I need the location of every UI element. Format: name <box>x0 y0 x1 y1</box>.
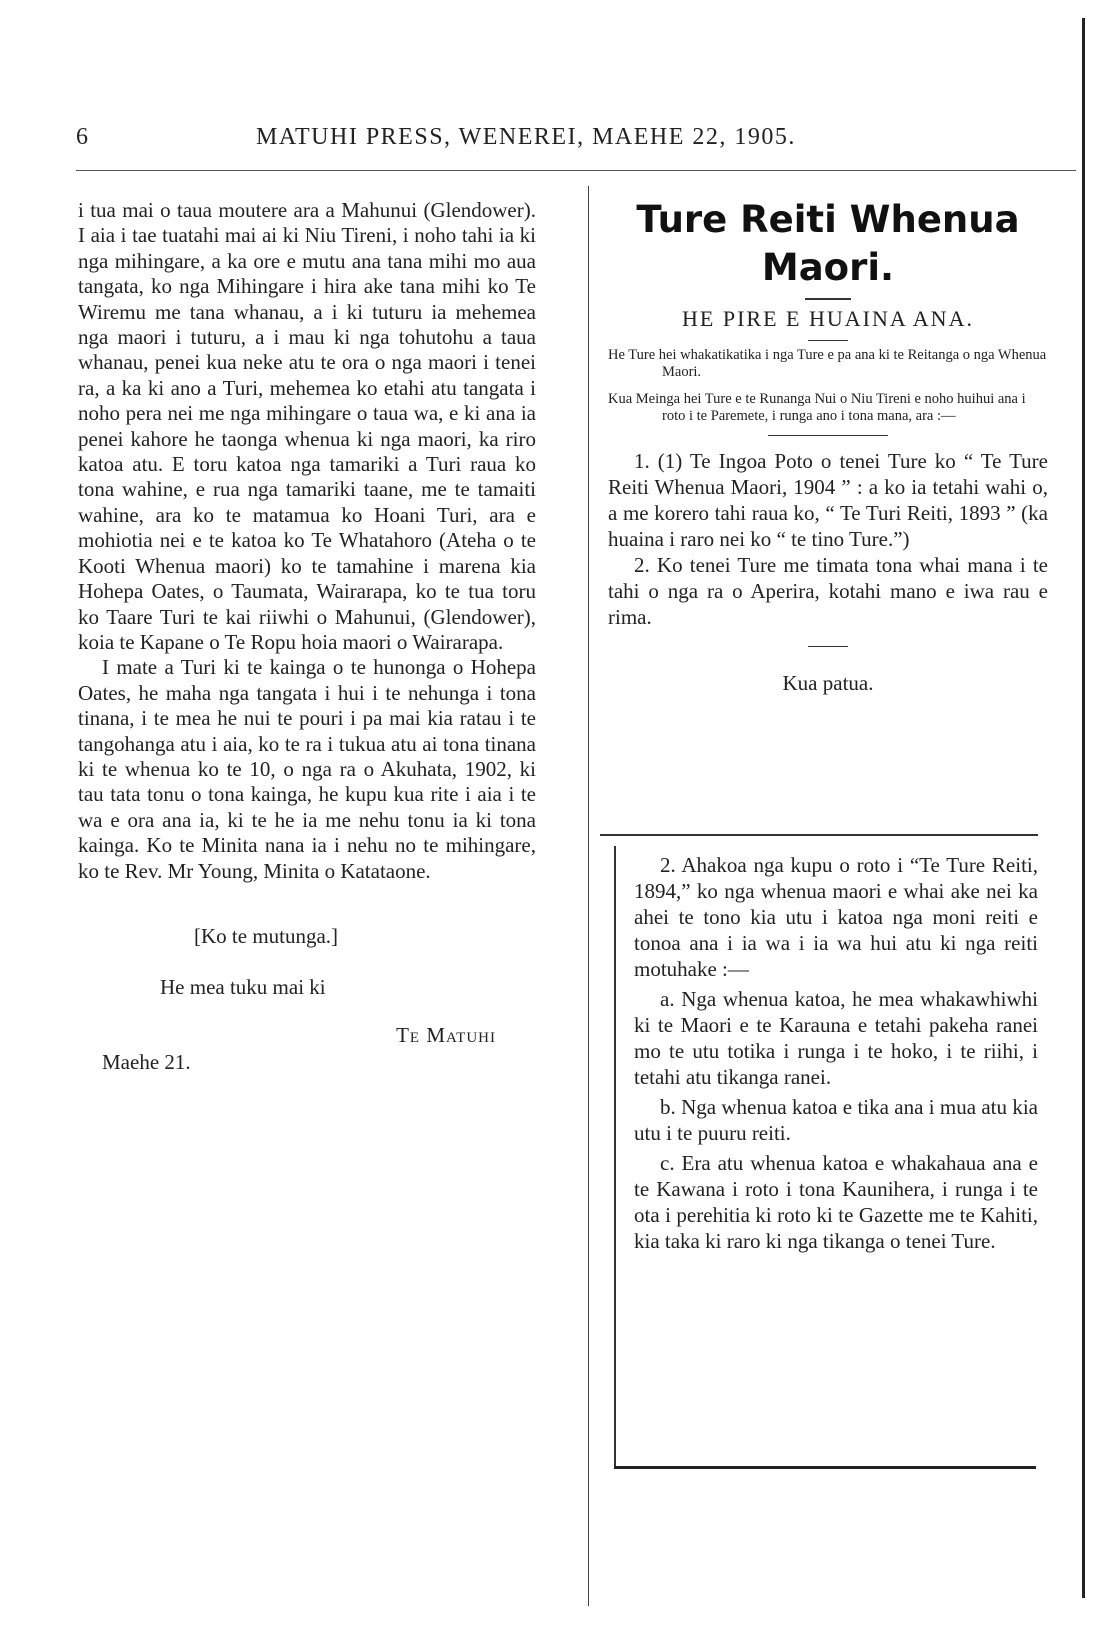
boxed-clause <box>634 852 1038 1258</box>
divider <box>768 435 888 436</box>
page-edge-rule <box>1082 18 1085 1598</box>
article-paragraph: i tua mai o taua moutere ara a Mahunui (Glendower). I aia i tae tuatahi mai ai ki Niu Tireni, i noho tahi ia ki nga mihingare, a ka ore e mutu ana tana mihi mo aua tangata, ko nga Mihingare i hira ake tana mihi ko Te Wiremu me tana whanau, a i ki tuturu ia mehemea nga maori i tuturu, a i mau ki nga tohutohu a taua whanau, penei kua neke atu te ora o nga maori i tenei ra, a ka ki ano a Turi, mehemea ko etahi atu tangata i noho pera nei me nga mihingare o taua wa, e ki ana ia penei kahore he taonga whenua ki nga maori, ka riro katoa atu. E toru katoa nga tamariki a Turi raua ko tona wahine, e rua nga tamariki taane, me te tamaiti wahine, ara ko te matamua ko Hoani Turi, ara e mohiotia nei e te katoa ko Te Whatahoro (Ateha o te Kooti Whenua maori) ko te tamahine i marena kia Hohepa Oates, o Taumata, Wairarapa, ko te tua toru ko Taare Turi te kai riiwhi o Mahunui, (Glendower), koia te Kapane o Te Ropu hoia maori o Wairarapa. <box>78 198 536 654</box>
left-column <box>78 198 536 1076</box>
masthead-title: MATUHI PRESS, WENEREI, MAEHE 22, 1905. <box>256 124 796 150</box>
enactment-clause: Kua Meinga hei Ture e te Runanga Nui o Niu Tireni e noho huihui ana i roto i te Paremete, i runga ano i tona mana, ara :— <box>608 391 1026 424</box>
clause-item: a. Nga whenua katoa, he mea whakawhiwhi ki te Maori e te Karauna e tetahi pakeha ranei mo te utu totika i runga i te hoko, i te riihi, i tetahi atu tikanga ranei. <box>634 987 1038 1089</box>
clause-intro: 2. Ahakoa nga kupu o roto i “Te Ture Reiti, 1894,” ko nga whenua maori e whai ake nei ka ahei te tono kia utu i katoa nga moni reiti e tonoa ana i ia wa i ia wa hui atu ki nga reiti motuhake :— <box>634 853 1038 981</box>
clause: 1. (1) Te Ingoa Poto o tenei Ture ko “ Te Ture Reiti Whenua Maori, 1904 ” : a ko ia tetahi wahi o, a me korero tahi raua ko, “ Te Turi Reiti, 1893 ” (ka huaina i raro nei ko “ te tino Ture.”) <box>608 449 1048 551</box>
box-top-rule <box>600 834 1038 836</box>
page-number: 6 <box>76 124 90 150</box>
signature: Te Matuhi <box>396 1022 496 1047</box>
divider <box>808 340 848 341</box>
box-left-rule <box>614 846 616 1466</box>
passed-note: Kua patua. <box>782 671 874 695</box>
sent-line: He mea tuku mai ki <box>160 975 326 1000</box>
bill-subheading: HE PIRE E HUAINA ANA. <box>682 306 974 331</box>
act-description: He Ture hei whakatikatika i nga Ture e pa ana ki te Reitanga o nga Whenua Maori. <box>608 347 1047 380</box>
divider <box>805 298 851 300</box>
header-rule <box>76 170 1076 171</box>
clause-item: c. Era atu whenua katoa e whakahaua ana e te Kawana i roto i tona Kaunihera, i runga i te ota i perehitia ki roto ki te Gazette me te Kahiti, kia taka ki raro ki nga tikanga o tenei Ture. <box>634 1151 1038 1253</box>
end-reference: [Ko te mutunga.] <box>194 923 339 948</box>
column-divider <box>588 186 589 1606</box>
act-title: Ture Reiti Whenua Maori. <box>636 198 1020 289</box>
right-column <box>608 196 1048 696</box>
box-bottom-rule <box>614 1466 1036 1469</box>
dateline: Maehe 21. <box>102 1050 191 1075</box>
clause: 2. Ko tenei Ture me timata tona whai mana i te tahi o nga ra o Aperira, kotahi mano e iwa rau e rima. <box>608 553 1048 629</box>
article-paragraph: I mate a Turi ki te kainga o te hunonga o Hohepa Oates, he maha nga tangata i hui i te nehunga i tona tinana, i te mea he nui te pouri i pa mai kia ratau i te tangohanga atu i aia, ko te ra i tukua atu ai tona tinana ki te whenua ko te 10, o nga ra o Akuhata, 1902, ki tau tata tonu o tona kainga, he kupu kua rite i aia i te wa e ora ana ia, ki te he ia me nehu tonu ia ki tona kainga. Ko te Minita nana ia i nehu no te mihingare, ko te Rev. Mr Young, Minita o Katataone. <box>78 655 536 883</box>
divider <box>808 646 848 647</box>
clause-item: b. Nga whenua katoa e tika ana i mua atu kia utu i te puuru reiti. <box>634 1095 1038 1145</box>
